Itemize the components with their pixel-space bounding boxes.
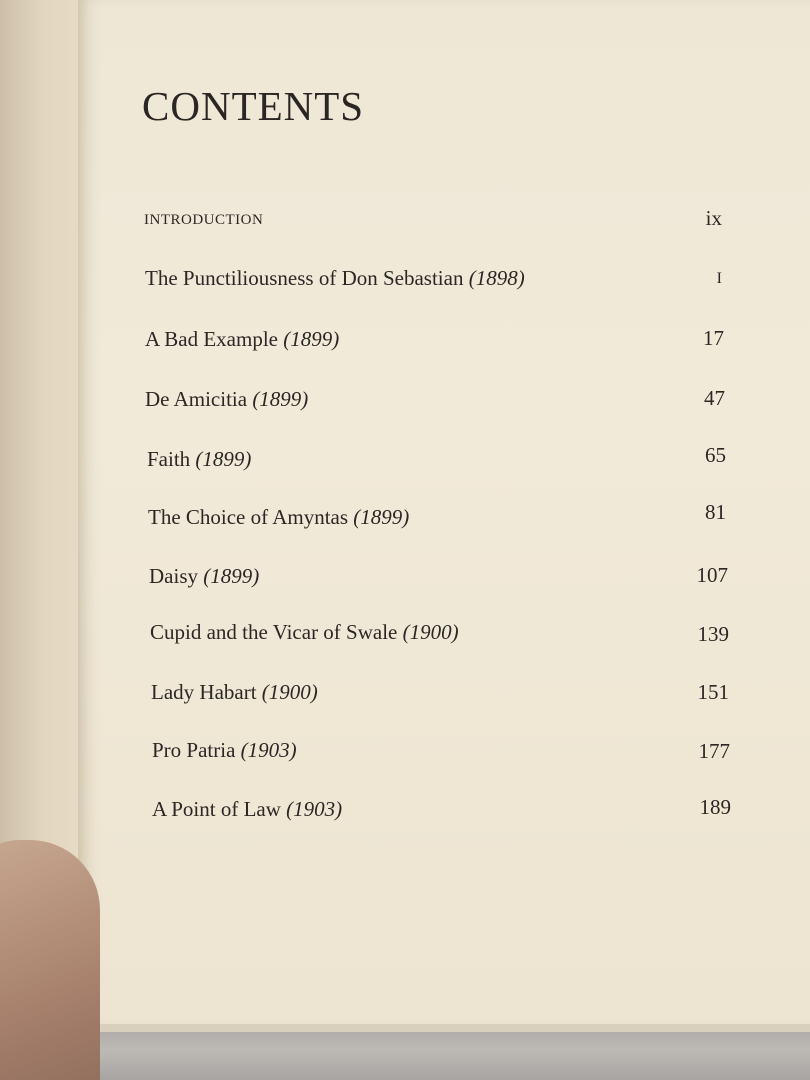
entry-year: (1898) bbox=[468, 266, 525, 290]
entry-title-text: De Amicitia bbox=[145, 387, 248, 411]
entry-year: (1899) bbox=[283, 327, 340, 351]
entry-year: (1899) bbox=[195, 447, 252, 471]
toc-entry-page: 81 bbox=[705, 500, 726, 524]
toc-entry-title bbox=[147, 447, 251, 472]
toc-entry-title bbox=[145, 387, 308, 412]
entry-title-text: A Bad Example bbox=[145, 327, 278, 351]
toc-entry-page: 139 bbox=[697, 622, 729, 646]
toc-entry-page: 17 bbox=[703, 326, 724, 350]
toc-entry-title bbox=[149, 564, 259, 589]
toc-entry-title bbox=[152, 738, 297, 763]
toc-entry-title bbox=[144, 212, 263, 229]
entry-year: (1899) bbox=[203, 564, 260, 588]
toc-entry-page: I bbox=[716, 270, 722, 287]
entry-year: (1903) bbox=[240, 738, 297, 762]
entry-title-text: Lady Habart bbox=[151, 680, 257, 704]
entry-title-text: Faith bbox=[147, 447, 191, 471]
toc-entry-page: 189 bbox=[699, 795, 731, 819]
entry-title-text: The Choice of Amyntas bbox=[148, 505, 349, 529]
entry-year: (1899) bbox=[353, 505, 410, 529]
toc-entry-title bbox=[151, 680, 318, 705]
toc-entry-page: 107 bbox=[696, 563, 728, 587]
toc-entry-title bbox=[150, 620, 459, 645]
toc-entry-title bbox=[145, 266, 525, 291]
toc-entry-title bbox=[148, 505, 409, 530]
entry-title-text: Daisy bbox=[149, 564, 198, 588]
entry-title-text: INTRODUCTION bbox=[144, 212, 264, 228]
page-title: CONTENTS bbox=[142, 83, 365, 129]
toc-entry-page: 151 bbox=[697, 680, 729, 704]
toc-entry-page: 65 bbox=[705, 443, 726, 467]
entry-title-text: Cupid and the Vicar of Swale bbox=[150, 620, 398, 644]
entry-year: (1900) bbox=[261, 680, 318, 704]
toc-entry-title bbox=[152, 797, 342, 822]
entry-title-text: Pro Patria bbox=[152, 738, 236, 762]
entry-year: (1903) bbox=[286, 797, 343, 821]
toc-entry-page: ix bbox=[705, 206, 722, 230]
toc-entry-page: 47 bbox=[704, 386, 725, 410]
entry-title-text: The Punctiliousness of Don Sebastian bbox=[145, 266, 464, 290]
toc-entry-page: 177 bbox=[698, 739, 730, 763]
entry-year: (1899) bbox=[252, 387, 309, 411]
entry-year: (1900) bbox=[402, 620, 459, 644]
toc-entry-title bbox=[145, 327, 339, 352]
entry-title-text: A Point of Law bbox=[152, 797, 281, 821]
